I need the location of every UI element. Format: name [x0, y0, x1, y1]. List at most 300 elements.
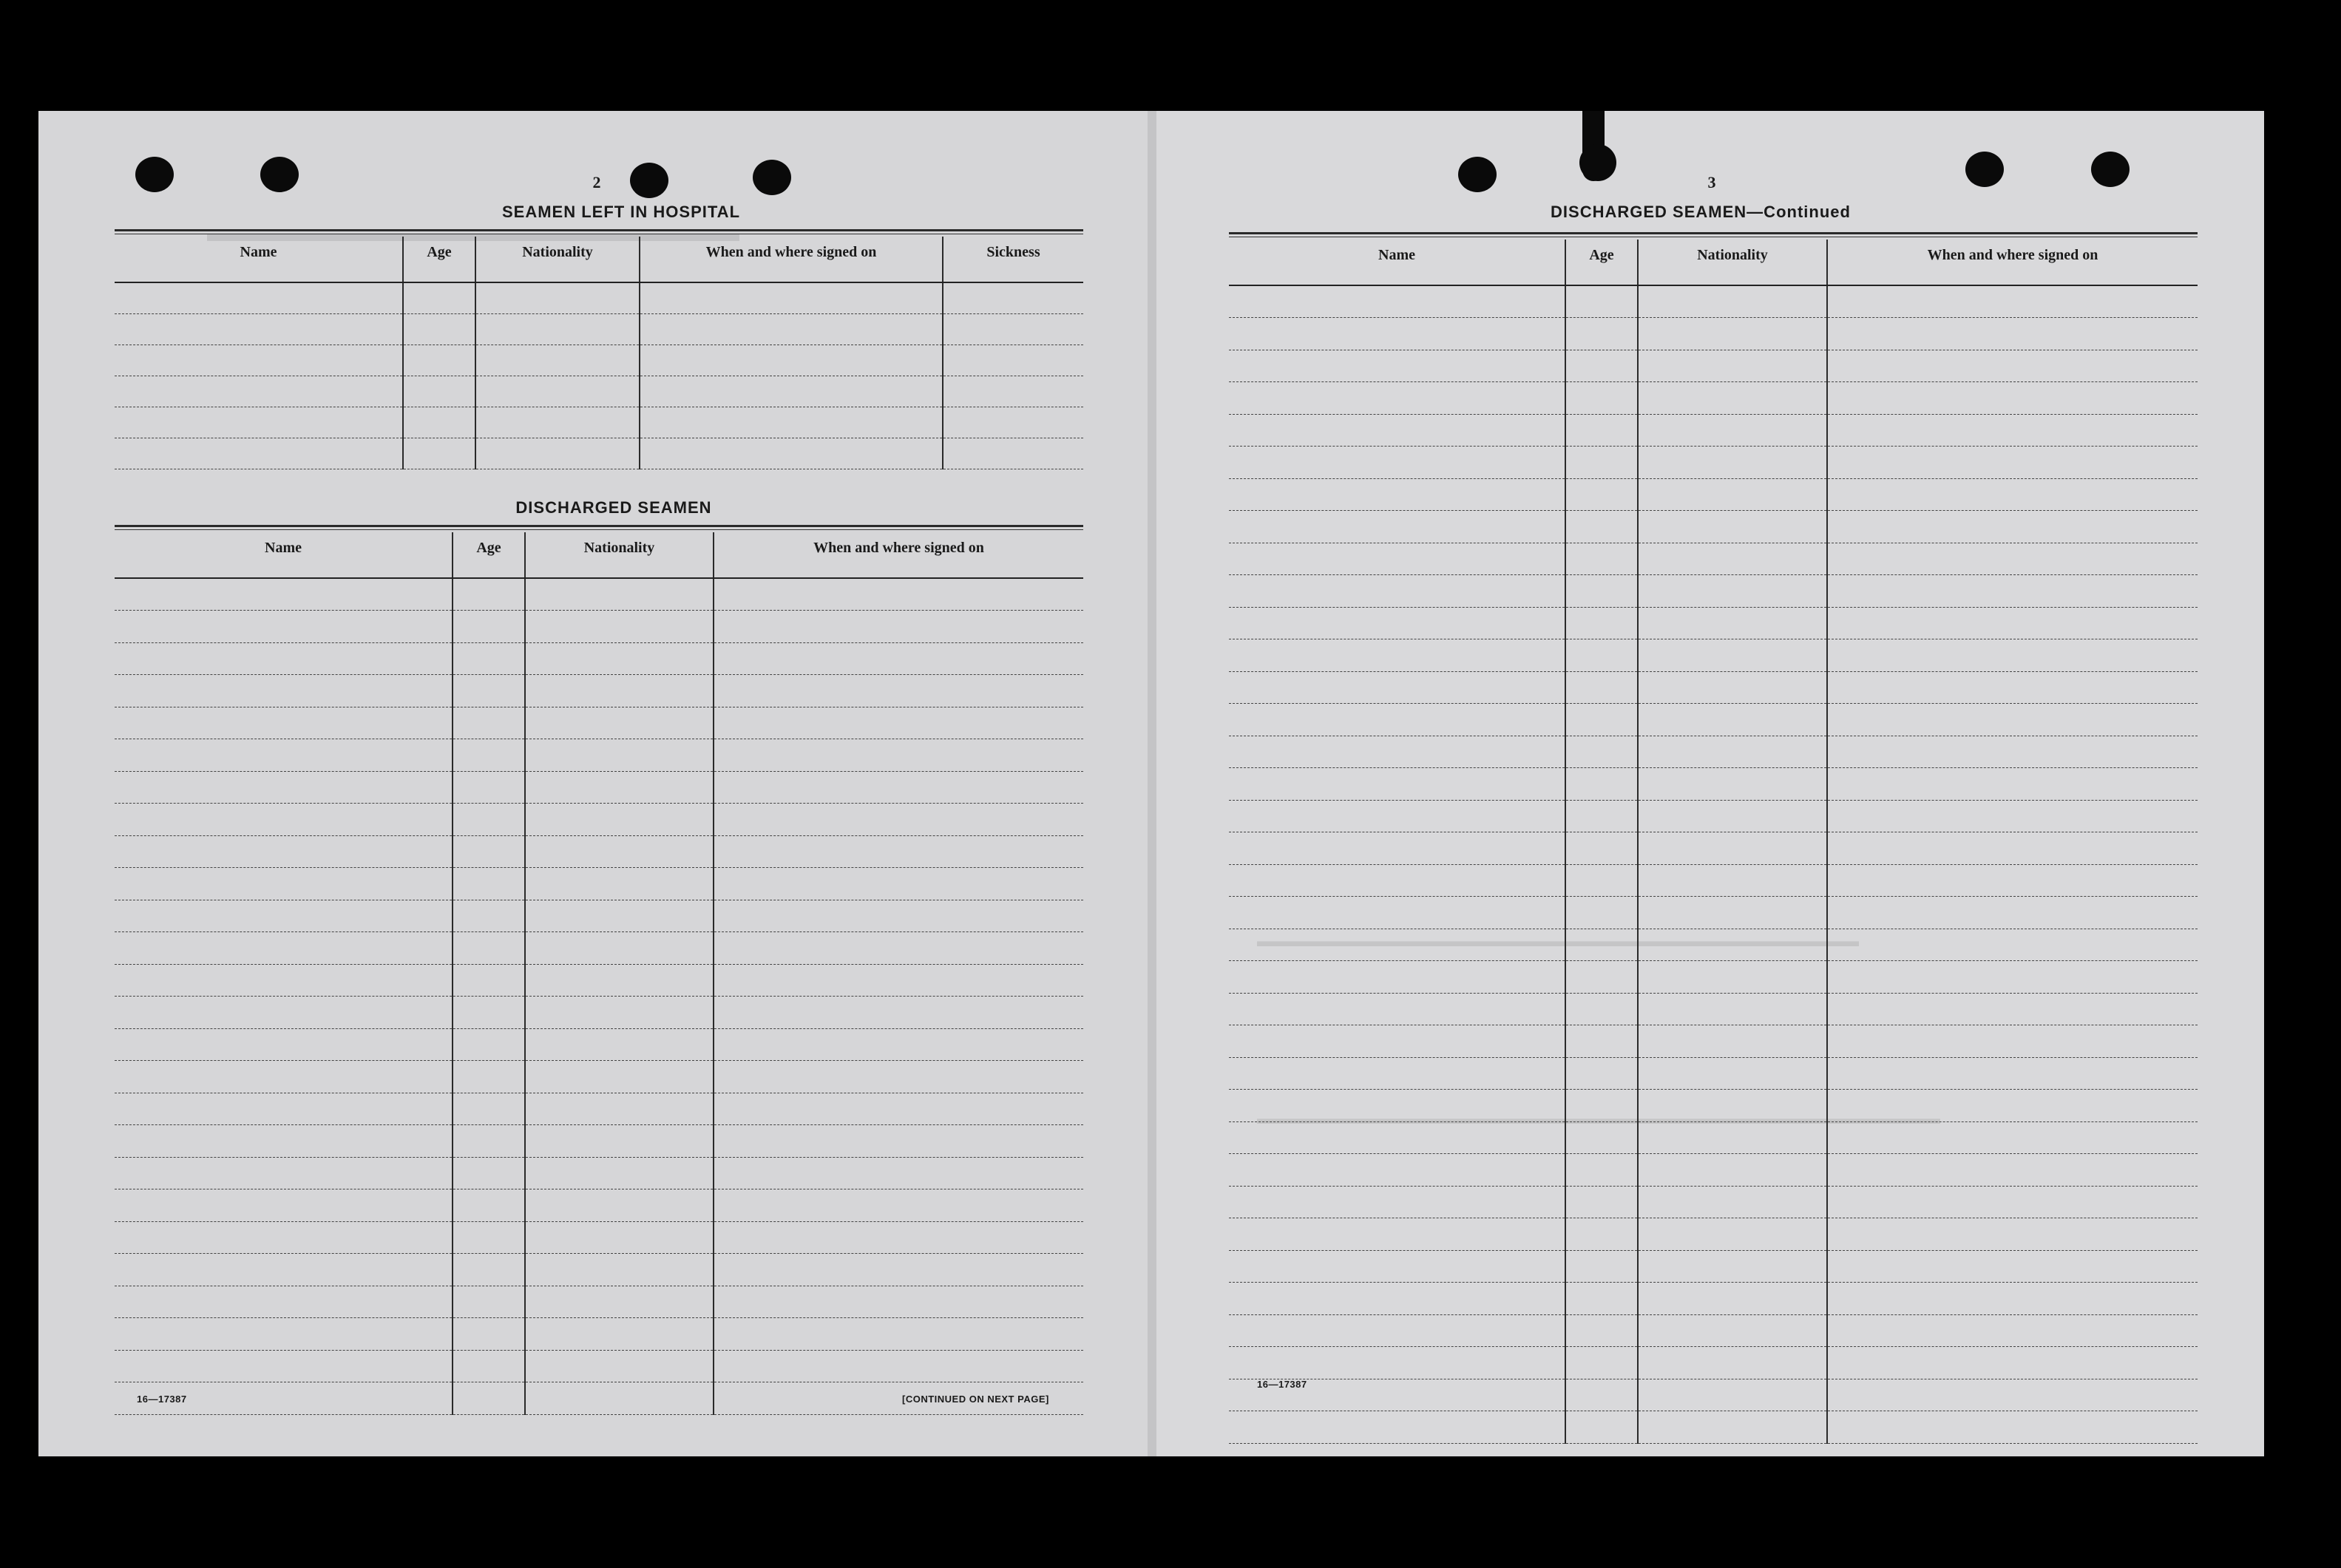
hospital-section-title: SEAMEN LEFT IN HOSPITAL [501, 203, 741, 221]
table-cell [1565, 1411, 1638, 1444]
table-cell [1638, 1025, 1827, 1058]
table-cell [525, 868, 714, 900]
table-cell [453, 900, 525, 932]
table-cell [1229, 414, 1565, 447]
table-cell [115, 376, 403, 407]
table-cell [1827, 897, 2198, 929]
column-header-age: Age [403, 237, 475, 282]
table-row [1229, 704, 2198, 736]
table-row [115, 1189, 1083, 1222]
table-cell [453, 771, 525, 804]
table-cell [1638, 832, 1827, 865]
table-cell [1565, 736, 1638, 768]
table-cell [1565, 1218, 1638, 1251]
table-cell [1638, 1347, 1827, 1379]
table-cell [115, 771, 453, 804]
table-cell [1638, 1121, 1827, 1154]
table-cell [1565, 478, 1638, 511]
table-row [1229, 768, 2198, 801]
table-cell [1638, 736, 1827, 768]
table-cell [453, 611, 525, 643]
table-row [115, 1254, 1083, 1286]
table-cell [1229, 575, 1565, 608]
table-cell [453, 1189, 525, 1222]
table-row [1229, 1347, 2198, 1379]
column-header-nationality: Nationality [1638, 240, 1827, 285]
header-row [1229, 240, 2198, 285]
table-cell [714, 835, 1083, 868]
table-cell [1565, 1090, 1638, 1122]
table-cell [1229, 607, 1565, 639]
table-cell [453, 1061, 525, 1093]
table-cell [115, 1286, 453, 1318]
table-cell [453, 707, 525, 739]
table-cell [403, 407, 475, 438]
table-cell [714, 1254, 1083, 1286]
table-cell [525, 1028, 714, 1061]
table-cell [453, 997, 525, 1029]
table-cell [714, 1093, 1083, 1125]
table-row [115, 997, 1083, 1029]
table-row [1229, 1154, 2198, 1187]
table-cell [1565, 1314, 1638, 1347]
table-cell [1827, 1121, 2198, 1154]
table-cell [1827, 607, 2198, 639]
table-cell [1229, 800, 1565, 832]
table-row [1229, 285, 2198, 318]
table-row [1229, 447, 2198, 479]
table-row [1229, 1025, 2198, 1058]
table-cell [1638, 350, 1827, 382]
table-cell [1827, 1218, 2198, 1251]
table-cell [115, 1028, 453, 1061]
table-cell [1638, 285, 1827, 318]
table-cell [1229, 478, 1565, 511]
table-cell [453, 642, 525, 675]
table-cell [1229, 382, 1565, 415]
table-cell [403, 282, 475, 313]
table-cell [1229, 350, 1565, 382]
column-header-age: Age [1565, 240, 1638, 285]
table-cell [1229, 639, 1565, 672]
table-row [1229, 1250, 2198, 1283]
table-cell [1229, 897, 1565, 929]
table-cell [1229, 1250, 1565, 1283]
table-cell [1229, 1411, 1565, 1444]
table-row [1229, 929, 2198, 961]
table-cell [115, 964, 453, 997]
table-cell [1638, 447, 1827, 479]
table-cell [1229, 1347, 1565, 1379]
table-cell [525, 1125, 714, 1158]
table-cell [453, 1350, 525, 1382]
table-cell [453, 932, 525, 965]
table-cell [1229, 1090, 1565, 1122]
table-cell [115, 407, 403, 438]
table-cell [1565, 639, 1638, 672]
table-cell [115, 642, 453, 675]
table-cell [525, 611, 714, 643]
table-cell [1638, 639, 1827, 672]
table-cell [1827, 1379, 2198, 1411]
table-cell [1565, 414, 1638, 447]
table-cell [943, 438, 1083, 469]
table-cell [525, 739, 714, 772]
table-cell [1229, 1186, 1565, 1218]
table-row [1229, 993, 2198, 1025]
table-cell [115, 1254, 453, 1286]
table-cell [714, 642, 1083, 675]
table-cell [1565, 447, 1638, 479]
table-cell [714, 578, 1083, 611]
table-cell [1229, 736, 1565, 768]
table-cell [1827, 1025, 2198, 1058]
table-cell [1565, 961, 1638, 994]
table-row [1229, 961, 2198, 994]
table-cell [1827, 1250, 2198, 1283]
table-cell [1565, 1250, 1638, 1283]
table-row [1229, 575, 2198, 608]
table-cell [1229, 1283, 1565, 1315]
column-header-name: Name [1229, 240, 1565, 285]
table-cell [1638, 1154, 1827, 1187]
table-cell [1638, 478, 1827, 511]
table-cell [525, 997, 714, 1029]
table-cell [1827, 575, 2198, 608]
table-cell [714, 900, 1083, 932]
table-cell [714, 997, 1083, 1029]
table-cell [453, 868, 525, 900]
table-cell [525, 1189, 714, 1222]
table-cell [403, 438, 475, 469]
table-cell [453, 1157, 525, 1189]
table-row [1229, 1379, 2198, 1411]
column-header-nationality: Nationality [475, 237, 640, 282]
table-cell [1827, 1154, 2198, 1187]
header-row [115, 532, 1083, 578]
table-cell [115, 1157, 453, 1189]
table-cell [1229, 671, 1565, 704]
table-cell [1229, 704, 1565, 736]
title-rule [1229, 232, 2198, 234]
table-cell [525, 771, 714, 804]
table-row [1229, 1411, 2198, 1444]
table-cell [403, 376, 475, 407]
table-cell [525, 835, 714, 868]
table-cell [525, 900, 714, 932]
table-cell [1565, 704, 1638, 736]
table-cell [1827, 736, 2198, 768]
table-cell [943, 345, 1083, 376]
table-cell [525, 932, 714, 965]
table-cell [1229, 1025, 1565, 1058]
table-row [1229, 1283, 2198, 1315]
table-cell [453, 1028, 525, 1061]
table-cell [453, 675, 525, 707]
table-cell [1638, 800, 1827, 832]
table-cell [714, 932, 1083, 965]
table-cell [640, 376, 943, 407]
table-cell [115, 438, 403, 469]
table-cell [1827, 704, 2198, 736]
punch-hole [260, 157, 299, 192]
table-row [1229, 864, 2198, 897]
table-cell [525, 1061, 714, 1093]
table-row [115, 707, 1083, 739]
table-cell [1638, 382, 1827, 415]
column-header-signed-on: When and where signed on [1827, 240, 2198, 285]
table-cell [1827, 1090, 2198, 1122]
column-header-name: Name [115, 237, 403, 282]
table-cell [1638, 1218, 1827, 1251]
header-row [115, 237, 1083, 282]
table-row [1229, 543, 2198, 575]
table-row [115, 1286, 1083, 1318]
table-cell [525, 578, 714, 611]
table-cell [640, 282, 943, 313]
table-cell [714, 771, 1083, 804]
table-cell [453, 1254, 525, 1286]
table-row [115, 282, 1083, 313]
table-cell [475, 313, 640, 345]
table-cell [1827, 447, 2198, 479]
title-rule [115, 529, 1083, 530]
table-cell [1638, 575, 1827, 608]
table-cell [1638, 929, 1827, 961]
table-cell [453, 1125, 525, 1158]
table-cell [453, 964, 525, 997]
column-header-age: Age [453, 532, 525, 578]
table-cell [115, 868, 453, 900]
table-cell [1565, 575, 1638, 608]
table-row [115, 376, 1083, 407]
table-cell [1638, 1283, 1827, 1315]
table-row [115, 345, 1083, 376]
table-row [115, 1157, 1083, 1189]
punch-hole [753, 160, 791, 195]
table-row [1229, 1218, 2198, 1251]
table-cell [640, 345, 943, 376]
table-cell [453, 1286, 525, 1318]
punch-hole [1965, 152, 2004, 187]
table-row [115, 611, 1083, 643]
table-cell [1827, 864, 2198, 897]
table-row [115, 642, 1083, 675]
table-cell [943, 376, 1083, 407]
column-header-sickness: Sickness [943, 237, 1083, 282]
table-row [115, 438, 1083, 469]
table-row [115, 771, 1083, 804]
table-cell [1638, 414, 1827, 447]
table-cell [714, 707, 1083, 739]
table-cell [115, 675, 453, 707]
table-cell [115, 1125, 453, 1158]
table-cell [714, 739, 1083, 772]
table-row [1229, 1057, 2198, 1090]
table-cell [1565, 1154, 1638, 1187]
column-header-nationality: Nationality [525, 532, 714, 578]
table-cell [525, 642, 714, 675]
table-row [1229, 897, 2198, 929]
table-cell [475, 345, 640, 376]
column-header-name: Name [115, 532, 453, 578]
table-cell [1229, 1121, 1565, 1154]
table-cell [714, 1350, 1083, 1382]
table-row [1229, 350, 2198, 382]
table-cell [115, 1221, 453, 1254]
table-cell [1638, 704, 1827, 736]
table-cell [1827, 543, 2198, 575]
table-cell [1827, 1186, 2198, 1218]
table-row [115, 1061, 1083, 1093]
table-cell [1827, 929, 2198, 961]
table-cell [115, 282, 403, 313]
table-cell [1827, 1283, 2198, 1315]
table-cell [475, 282, 640, 313]
table-cell [1827, 1347, 2198, 1379]
table-row [1229, 511, 2198, 543]
table-cell [1565, 1057, 1638, 1090]
table-cell [1565, 543, 1638, 575]
table-cell [115, 1093, 453, 1125]
table-cell [1229, 961, 1565, 994]
table-cell [714, 964, 1083, 997]
table-row [115, 1028, 1083, 1061]
table-cell [403, 345, 475, 376]
table-row [115, 1350, 1083, 1382]
table-cell [525, 1318, 714, 1351]
table-row [1229, 414, 2198, 447]
table-cell [1638, 607, 1827, 639]
table-cell [1827, 1314, 2198, 1347]
table-cell [1638, 318, 1827, 350]
table-cell [1638, 671, 1827, 704]
table-cell [714, 611, 1083, 643]
table-cell [1565, 318, 1638, 350]
table-cell [1565, 929, 1638, 961]
punch-hole [135, 157, 174, 192]
table-cell [1827, 382, 2198, 415]
table-cell [525, 1254, 714, 1286]
table-cell [115, 345, 403, 376]
table-row [115, 578, 1083, 611]
table-cell [453, 1221, 525, 1254]
table-cell [1638, 511, 1827, 543]
table-cell [1565, 1186, 1638, 1218]
table-cell [525, 1093, 714, 1125]
table-cell [1638, 768, 1827, 801]
table-cell [525, 1157, 714, 1189]
continued-note: [CONTINUED ON NEXT PAGE] [902, 1394, 1049, 1405]
table-cell [1229, 285, 1565, 318]
table-cell [1638, 993, 1827, 1025]
table-cell [1565, 1121, 1638, 1154]
table-cell [1229, 1314, 1565, 1347]
table-cell [1565, 382, 1638, 415]
table-cell [1638, 1411, 1827, 1444]
table-cell [714, 1286, 1083, 1318]
table-cell [525, 707, 714, 739]
table-cell [115, 1189, 453, 1222]
table-cell [115, 804, 453, 836]
table-cell [525, 964, 714, 997]
table-cell [115, 707, 453, 739]
table-cell [115, 932, 453, 965]
discharged-table [115, 532, 1083, 1415]
table-cell [1565, 285, 1638, 318]
table-cell [1638, 1379, 1827, 1411]
table-row [1229, 382, 2198, 415]
table-row [1229, 478, 2198, 511]
punch-hole [1579, 144, 1616, 181]
table-cell [453, 835, 525, 868]
table-cell [115, 739, 453, 772]
table-cell [115, 835, 453, 868]
punch-hole [630, 163, 668, 198]
table-row [1229, 607, 2198, 639]
form-number: 16—17387 [137, 1394, 187, 1405]
table-row [115, 900, 1083, 932]
table-cell [1827, 1057, 2198, 1090]
table-row [1229, 1186, 2198, 1218]
table-cell [1638, 543, 1827, 575]
discharged-continued-title: DISCHARGED SEAMEN—Continued [1551, 203, 1851, 221]
table-cell [1565, 1025, 1638, 1058]
table-cell [1638, 864, 1827, 897]
table-cell [714, 868, 1083, 900]
table-row [1229, 736, 2198, 768]
table-cell [115, 1061, 453, 1093]
title-rule [115, 525, 1083, 527]
table-cell [115, 578, 453, 611]
table-cell [115, 997, 453, 1029]
table-cell [1565, 350, 1638, 382]
table-cell [403, 313, 475, 345]
table-cell [1638, 961, 1827, 994]
table-cell [714, 1157, 1083, 1189]
hospital-table [115, 237, 1083, 469]
table-cell [1827, 832, 2198, 865]
table-cell [943, 282, 1083, 313]
table-cell [475, 407, 640, 438]
table-cell [1827, 768, 2198, 801]
table-cell [640, 407, 943, 438]
table-cell [453, 1318, 525, 1351]
table-row [115, 1221, 1083, 1254]
table-cell [1827, 478, 2198, 511]
table-cell [640, 438, 943, 469]
table-row [1229, 671, 2198, 704]
table-cell [1827, 350, 2198, 382]
table-cell [115, 611, 453, 643]
table-cell [525, 1221, 714, 1254]
table-cell [1565, 1283, 1638, 1315]
table-cell [1229, 1218, 1565, 1251]
table-cell [1229, 993, 1565, 1025]
table-cell [1565, 993, 1638, 1025]
form-number: 16—17387 [1257, 1379, 1307, 1390]
table-cell [943, 407, 1083, 438]
table-cell [714, 804, 1083, 836]
table-cell [1827, 1411, 2198, 1444]
table-cell [453, 1093, 525, 1125]
table-row [115, 407, 1083, 438]
title-rule [115, 229, 1083, 231]
table-cell [1565, 832, 1638, 865]
table-cell [1565, 607, 1638, 639]
table-cell [1565, 800, 1638, 832]
punch-hole [2091, 152, 2130, 187]
